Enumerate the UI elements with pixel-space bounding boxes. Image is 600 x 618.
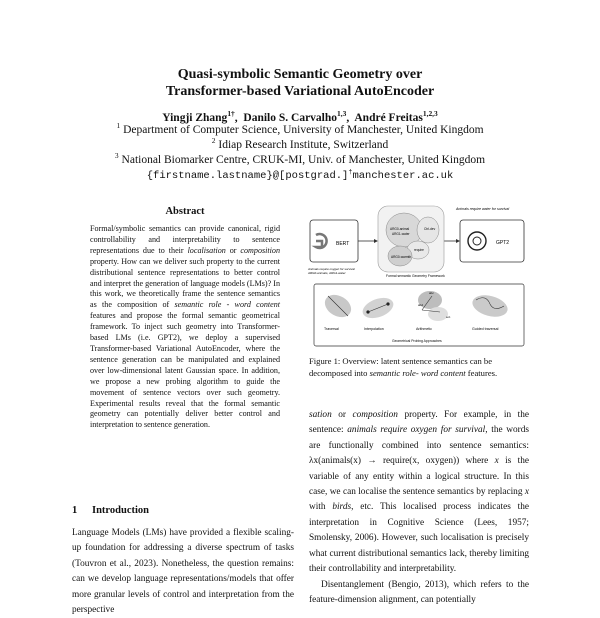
rc-text: property. For example, in the sentence: [309,410,529,436]
caption-part: Figure 1: Overview: latent sentence semantics can be decomposed into [309,356,493,378]
abstract-part: property. How can we deliver such property to the current distributional sentence representations to better control and interpret the generation of language models (LMs)? In this work, we theoretically frame the sentence semantics as the composition of [90,256,280,310]
figure-top-note: Animals require water for survival [456,207,510,211]
email-post: manchester.ac.uk [352,170,454,182]
probe-shape-arithmetic-2 [428,307,448,321]
abstract-heading: Abstract [165,206,205,217]
circle-label: ARG1-water [392,232,410,236]
rc-em: birds [332,502,352,513]
affiliation-3 [40,151,560,166]
section-heading-introduction [72,505,149,516]
figure-bottom-note-2: ARG0-animals, ARG1-water [308,271,346,275]
decoder-box [460,220,524,262]
probe-label: Arithmetic [416,327,432,331]
probe-label: Guided traversal [472,327,499,331]
rc-text: is the variable of any entity within a logical structure. In this case, we can localise the sentence semantics by replacing [309,456,529,498]
encoder-label: BERT [336,241,350,247]
rc-formula: λx(animals(x) → require(x, oxygen)) [309,456,460,467]
email-pre: {firstname.lastname}@[postgrad.] [146,170,349,182]
intro-paragraph: Language Models (LMs) have provided a flexible scaling-up foundation for addressing a diverse spectrum of tasks (Touvron et al., 2023). Nonetheless, the question remains: can we develop language representations/models that offer more granular levels of control and interpretation from the perspective [72,528,294,616]
figure-1-caption [309,356,529,379]
affiliation-text: National Biomarker Centre, CRUK-MI, Univ. of Manchester, United Kingdom [121,154,486,166]
abstract-part: features and propose the formal semantic geometrical framework. To inject such geometry into Transformer-based LMs (i.e. GPT2), we deploy a supervised Transformer-based Variational AutoEncoder, where the sentence generation can be manipulated and explained over low-dimensional latent Gaussian space. In addition, we propose a new probing algorithm to guide the movement of sentence vectors over such geometry. Experimental results reveal that the formal semantic geometry can potentially deliver better control and interpretation to sentence generation. [90,311,280,430]
paper-title [60,66,540,100]
rc-text: , the words are functionally combined into sentence semantics: [309,425,529,451]
probing-box-label: Geometrical Probing Approaches [392,339,442,343]
rc-text: or [331,410,353,420]
affiliation-text: Idiap Research Institute, Switzerland [218,139,389,151]
author-sup: 1,3 [337,109,347,119]
right-column-paragraph-2: Disentanglement (Bengio, 2013), which refers to the feature-dimension alignment, can potentially [309,580,529,606]
arrow-head [374,239,378,243]
abstract-text [90,224,280,431]
title-line-2: Transformer-based Variational AutoEncoder [165,84,435,99]
right-column-paragraph [309,408,529,577]
abstract-part: Formal/symbolic semantics can provide canonical, rigid controllability and interpretability to sentence representations due to their [90,224,280,255]
abstract-em: semantic role - word content [174,300,281,310]
rc-var: x [494,456,499,467]
caption-em: semantic role- word content [369,367,466,378]
affiliation-sup: 2 [211,136,216,146]
section-number: 1 [72,505,78,516]
circle-label: ARG0-warmth [391,255,412,259]
probe-label: Interpolation [364,327,384,331]
author-name: Danilo S. Carvalho [243,112,338,124]
rc-text: , etc. This localised process indicates the interpretation in Cognitive Science (Lees, 1957; Smolensky, 2006). However, such localisation is precisely what current distributional semantics lack, thereby limiting their controllability and interpretability. [309,502,529,575]
rc-text: where [459,456,495,467]
arith-label: abc [429,291,434,295]
title-line-1: Quasi-symbolic Semantic Geometry over [177,67,423,82]
author-name: Yingji Zhang [162,112,228,124]
decoder-label: GPT2 [496,240,510,246]
figure-1-diagram [306,200,532,350]
circle-label: Ctrl-dev [424,227,436,231]
author-list: Yingji Zhang$^{1\dagger}$, Danilo S. Carvalho$^{1,3}$, André Freitas$^{1,2,3}$ [162,109,438,124]
affiliation-text: Department of Computer Science, University of Manchester, United Kingdom [123,124,484,136]
author-email [60,170,540,182]
abstract-part: or [225,245,241,255]
rc-var: x [524,487,529,498]
affiliation-2 [40,136,560,151]
rc-em: composition [352,410,398,420]
figure-bottom-note: Animals require oxygen for survival [308,267,355,271]
rc-em: animals require oxygen for survival [347,425,486,436]
arrow-head [456,239,460,243]
abstract-em: localisation [187,245,226,255]
email-sup: † [348,168,353,177]
rc-text: with [309,502,333,513]
abstract-em: composition [240,245,280,255]
arith-label: abd [418,303,424,307]
author-name: André Freitas [354,112,423,124]
author-sup: 1,2,3 [422,109,438,119]
caption-part: features. [465,367,498,378]
framework-label: Formal semantic Geometry Framework [386,274,445,278]
author-sup: 1† [227,109,235,119]
affiliation-sup: 1 [116,121,121,131]
probe-label: Traversal [324,327,339,331]
circle-label: ARG0-animal [390,227,410,231]
arith-label: a-b [446,315,451,319]
circle-label: require [414,248,424,252]
section-title: Introduction [92,505,149,516]
rc-em: sation [309,410,332,420]
affiliation-1 [40,121,560,136]
affiliation-sup: 3 [114,151,119,161]
